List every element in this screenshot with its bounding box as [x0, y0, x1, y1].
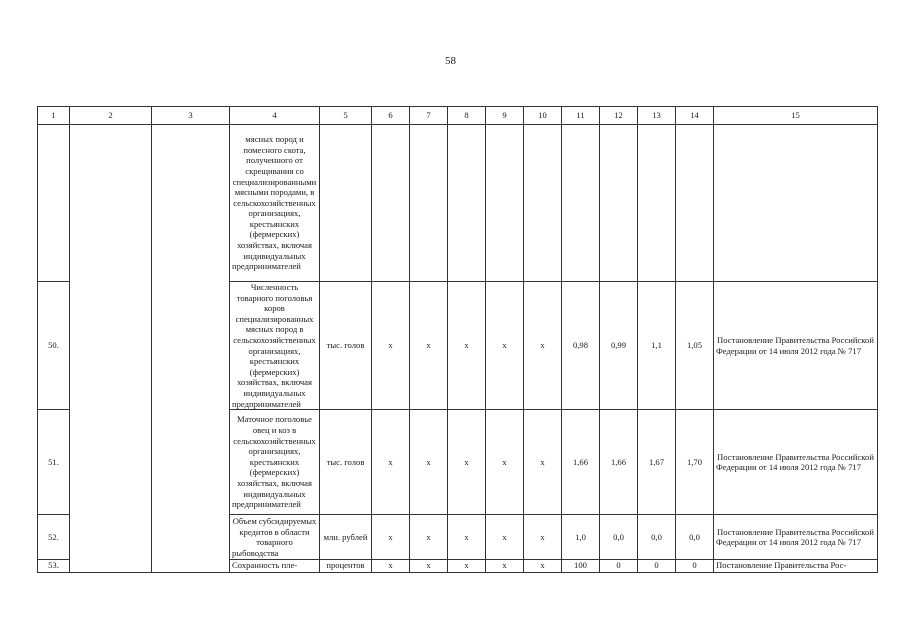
header-cell: 4 — [230, 107, 320, 125]
value-cell: 1,70 — [676, 410, 714, 515]
value-cell — [486, 125, 524, 282]
value-cell: х — [372, 282, 410, 410]
indicator-name-cell: Маточное поголовье овец и коз в сельскохозяйственных организациях, крестьянских (фермерских) хозяйствах, включая индивидуальных предпринимателей — [230, 410, 320, 515]
header-cell: 7 — [410, 107, 448, 125]
row-number-cell: 52. — [38, 515, 70, 560]
basis-cell: Постановление Правительства Российской Федерации от 14 июля 2012 года № 717 — [714, 282, 878, 410]
value-cell: х — [524, 410, 562, 515]
value-cell: х — [448, 560, 486, 573]
header-cell: 3 — [152, 107, 230, 125]
value-cell: х — [410, 282, 448, 410]
value-cell — [448, 125, 486, 282]
header-cell: 10 — [524, 107, 562, 125]
value-cell: 0 — [600, 560, 638, 573]
value-cell: 0 — [676, 560, 714, 573]
value-cell: х — [486, 515, 524, 560]
unit-cell: млн. рублей — [320, 515, 372, 560]
indicator-name-cell: мясных пород и помесного скота, полученного от скрещивания со специализированными мясными породами, в сельскохозяйственных организациях, крестьянских (фермерских) хозяйствах, включая индивидуальных предпринимателей — [230, 125, 320, 282]
value-cell — [638, 125, 676, 282]
value-cell: 100 — [562, 560, 600, 573]
value-cell: 0 — [638, 560, 676, 573]
header-cell: 12 — [600, 107, 638, 125]
value-cell: х — [372, 560, 410, 573]
value-cell — [410, 125, 448, 282]
value-cell: х — [448, 410, 486, 515]
basis-cell: Постановление Правительства Российской Федерации от 14 июля 2012 года № 717 — [714, 515, 878, 560]
header-cell: 9 — [486, 107, 524, 125]
unit-cell: тыс. голов — [320, 410, 372, 515]
page-number: 58 — [445, 55, 456, 67]
unit-cell: тыс. голов — [320, 282, 372, 410]
indicators-table — [37, 106, 878, 573]
value-cell: х — [372, 410, 410, 515]
value-cell: х — [410, 410, 448, 515]
value-cell: х — [410, 515, 448, 560]
indicator-name-cell: Сохранность пле- — [230, 560, 320, 573]
unit-cell — [320, 125, 372, 282]
header-cell: 15 — [714, 107, 878, 125]
value-cell: 0,98 — [562, 282, 600, 410]
header-cell: 11 — [562, 107, 600, 125]
value-cell: 1,66 — [600, 410, 638, 515]
value-cell: 0,0 — [676, 515, 714, 560]
value-cell: х — [410, 560, 448, 573]
value-cell: х — [486, 282, 524, 410]
row-number-cell: 51. — [38, 410, 70, 515]
value-cell: 1,66 — [562, 410, 600, 515]
column-number-header-row — [38, 107, 878, 125]
value-cell: 1,1 — [638, 282, 676, 410]
value-cell — [562, 125, 600, 282]
merged-cell-col3 — [152, 125, 230, 573]
header-cell: 14 — [676, 107, 714, 125]
indicator-name-cell: Объем субсидируемых кредитов в области товарного рыбоводства — [230, 515, 320, 560]
header-cell: 2 — [70, 107, 152, 125]
value-cell — [600, 125, 638, 282]
value-cell: 0,0 — [638, 515, 676, 560]
table-row-continuation — [38, 125, 878, 282]
header-cell: 5 — [320, 107, 372, 125]
value-cell — [524, 125, 562, 282]
header-cell: 6 — [372, 107, 410, 125]
value-cell: 1,67 — [638, 410, 676, 515]
value-cell: х — [524, 515, 562, 560]
value-cell — [372, 125, 410, 282]
header-cell: 8 — [448, 107, 486, 125]
value-cell: 1,05 — [676, 282, 714, 410]
unit-cell: процентов — [320, 560, 372, 573]
value-cell: х — [524, 560, 562, 573]
row-number-cell — [38, 125, 70, 282]
value-cell: х — [486, 560, 524, 573]
indicator-name-cell: Численность товарного поголовья коров специализированных мясных пород в сельскохозяйственных организациях, крестьянских (фермерских) хозяйствах, включая индивидуальных предпринимателей — [230, 282, 320, 410]
header-cell: 13 — [638, 107, 676, 125]
basis-cell: Постановление Правительства Российской Федерации от 14 июля 2012 года № 717 — [714, 410, 878, 515]
value-cell: 1,0 — [562, 515, 600, 560]
row-number-cell: 50. — [38, 282, 70, 410]
merged-cell-col2 — [70, 125, 152, 573]
basis-cell: Постановление Правительства Рос- — [714, 560, 878, 573]
value-cell: х — [448, 515, 486, 560]
value-cell: х — [448, 282, 486, 410]
value-cell: х — [486, 410, 524, 515]
value-cell: 0,0 — [600, 515, 638, 560]
value-cell — [676, 125, 714, 282]
value-cell: х — [524, 282, 562, 410]
value-cell: 0,99 — [600, 282, 638, 410]
basis-cell — [714, 125, 878, 282]
value-cell: х — [372, 515, 410, 560]
row-number-cell: 53. — [38, 560, 70, 573]
header-cell: 1 — [38, 107, 70, 125]
